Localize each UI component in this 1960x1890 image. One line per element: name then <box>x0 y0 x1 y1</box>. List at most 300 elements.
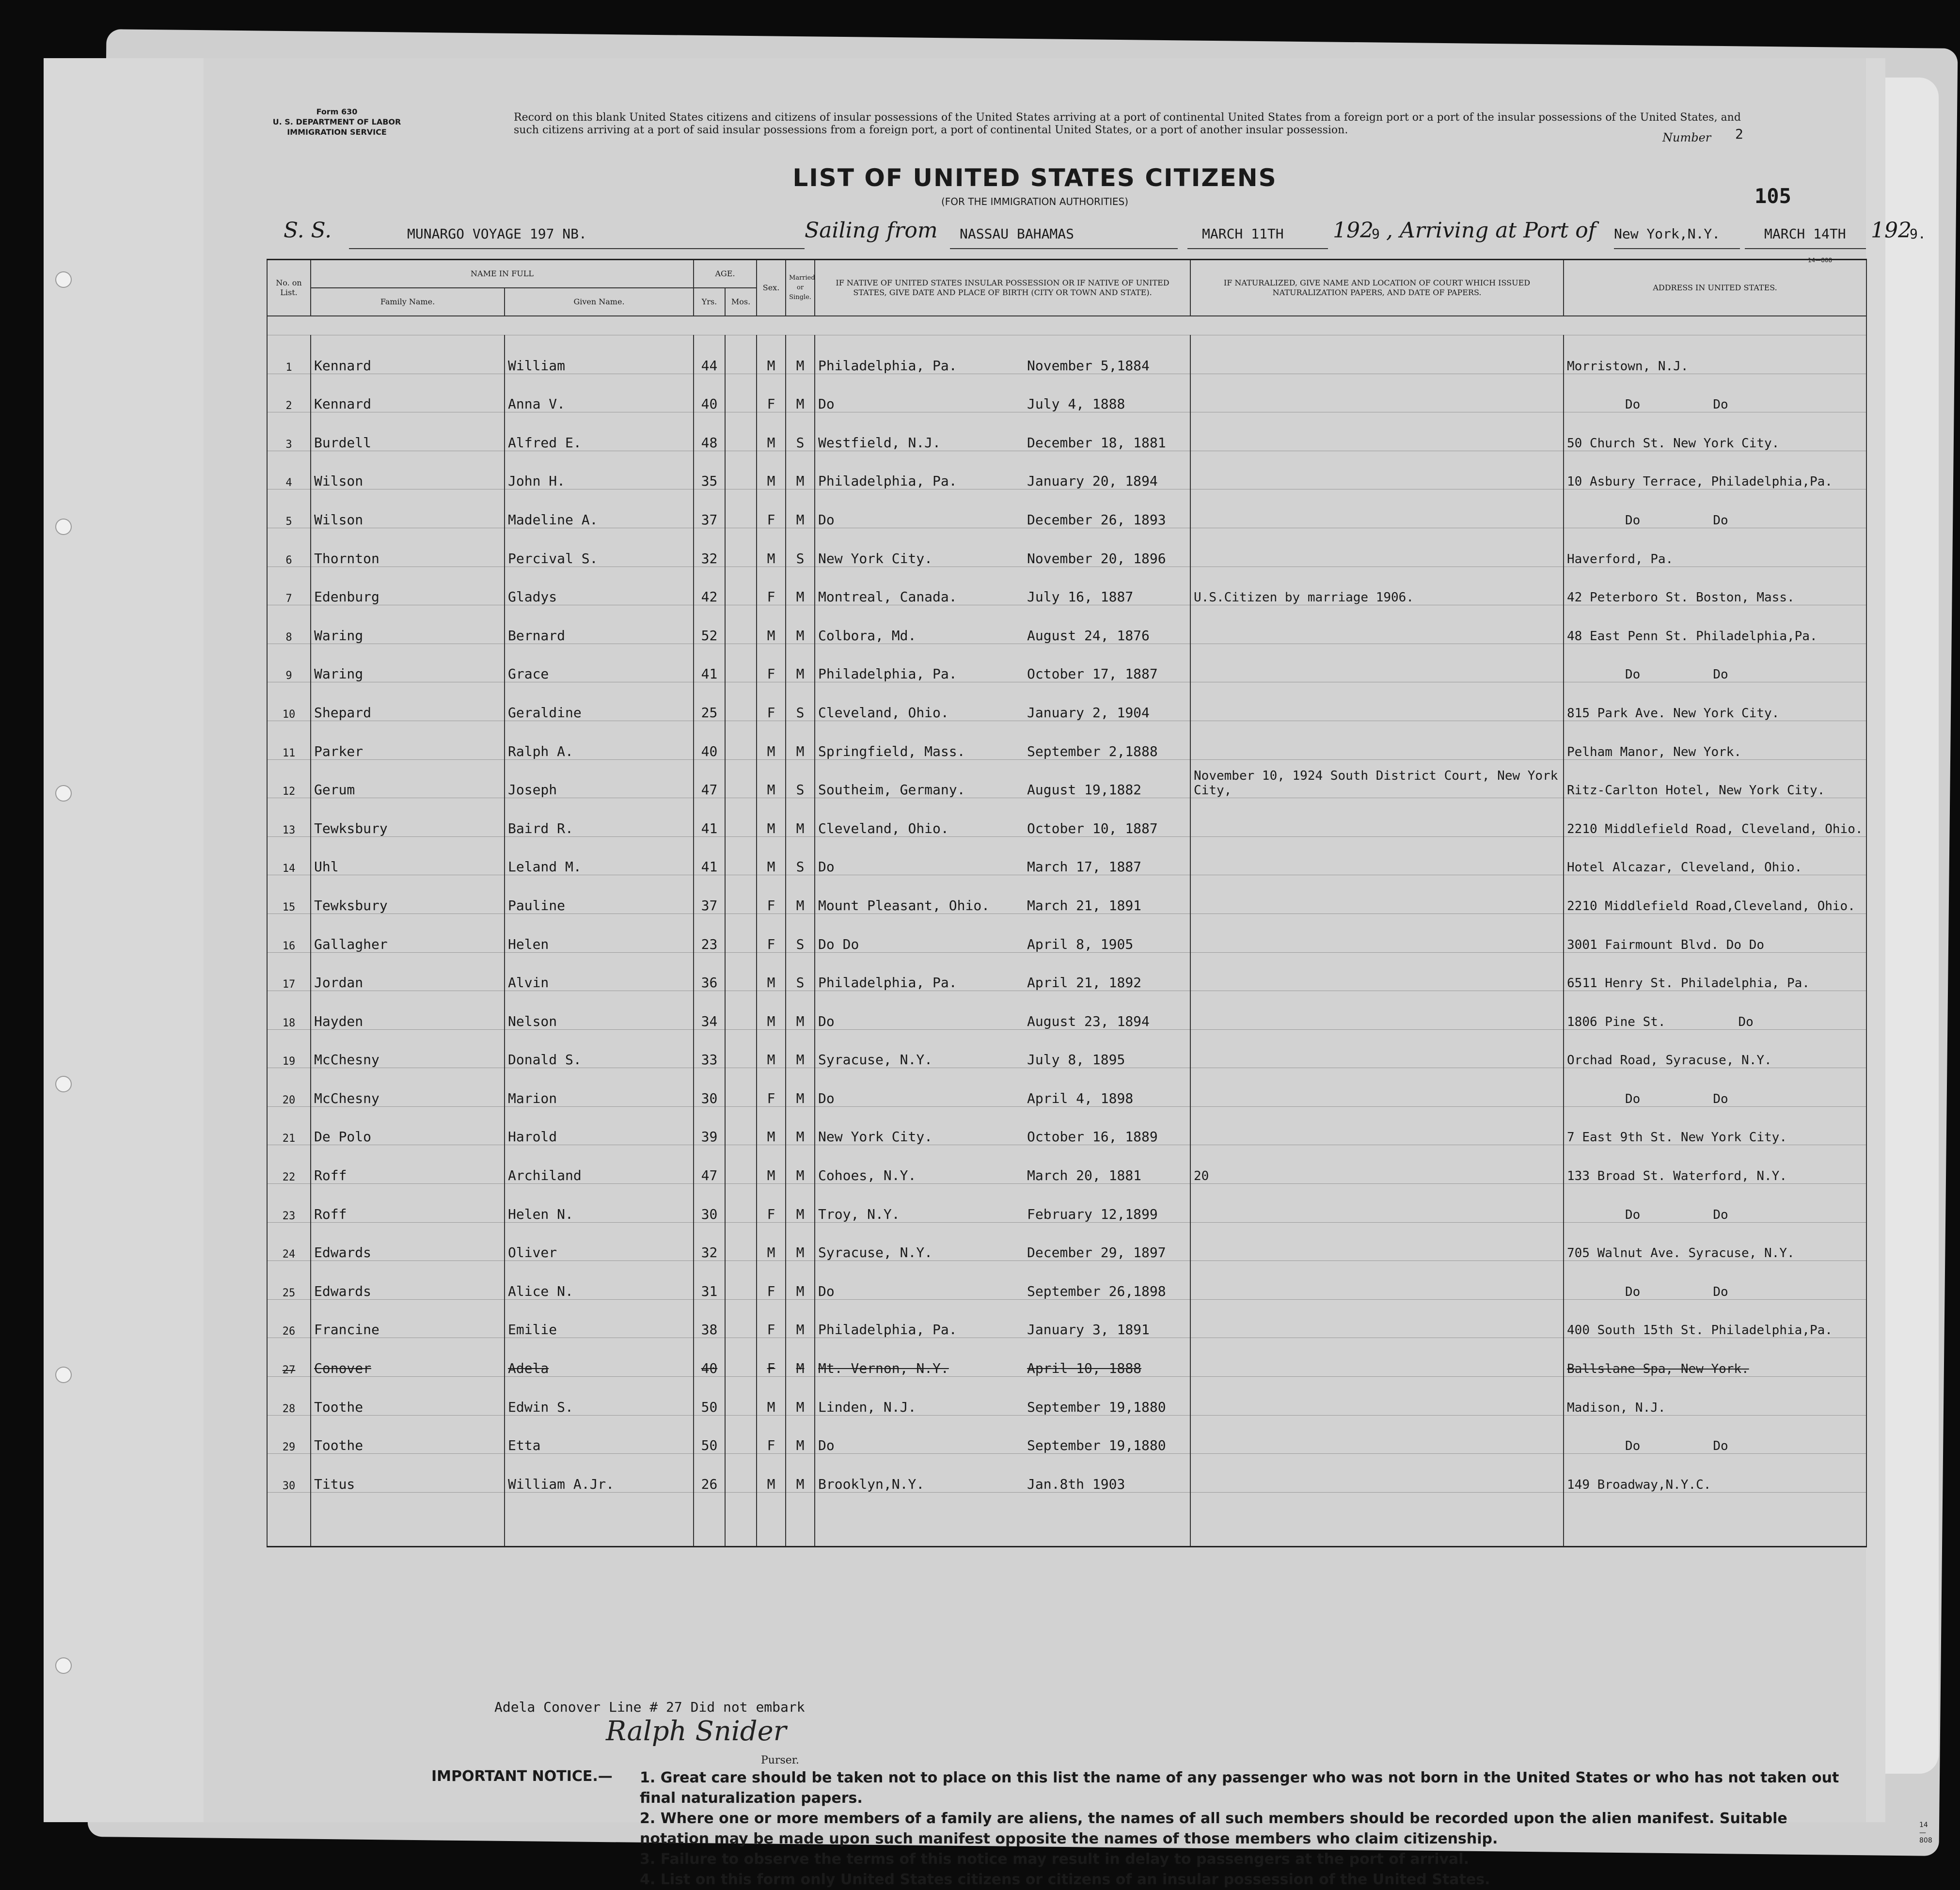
sex-text: F <box>767 511 775 528</box>
given-name <box>505 1068 694 1107</box>
address-ditto: Do <box>1713 1091 1728 1106</box>
row-number <box>267 836 311 875</box>
birth-cell <box>815 1106 1190 1145</box>
arriving-year-prefix: 192 <box>1871 218 1912 243</box>
address-cell <box>1564 335 1866 374</box>
table-row <box>267 1338 1866 1377</box>
age-years <box>694 489 725 528</box>
birth-place: Philadelphia, Pa. <box>818 666 957 682</box>
family-name <box>311 1068 505 1107</box>
marital-status-text: S <box>796 975 805 991</box>
address-line: Madison, N.J. <box>1567 1400 1666 1415</box>
given-name-text: Percival S. <box>508 550 598 567</box>
family-name <box>311 489 505 528</box>
birth-cell <box>815 374 1190 412</box>
row-number-text: 19 <box>282 1055 296 1068</box>
naturalization <box>1190 644 1564 682</box>
marital-status <box>786 991 815 1030</box>
sex-text: M <box>767 743 775 759</box>
marital-status-text: S <box>796 434 805 451</box>
given-name-text: Baird R. <box>508 820 573 836</box>
family-name <box>311 567 505 605</box>
address-line: 815 Park Ave. New York City. <box>1567 706 1780 721</box>
manifest-page <box>44 58 1932 1888</box>
row-number <box>267 1222 311 1261</box>
birth-place: Colbora, Md. <box>818 627 917 644</box>
family-name <box>311 1029 505 1068</box>
birth-date: January 2, 1904 <box>1027 704 1150 721</box>
age-months <box>725 1261 757 1300</box>
sex <box>757 991 786 1030</box>
address-cell <box>1564 1184 1866 1223</box>
birth-cell <box>815 759 1190 798</box>
naturalization <box>1190 1415 1564 1454</box>
naturalization <box>1190 875 1564 914</box>
naturalization-text: U.S.Citizen by marriage 1906. <box>1194 590 1414 605</box>
table-row <box>267 1184 1866 1223</box>
age-years-text: 26 <box>701 1476 718 1492</box>
birth-date: March 17, 1887 <box>1027 859 1142 875</box>
age-years-text: 36 <box>701 975 718 991</box>
row-number-text: 27 <box>282 1364 296 1377</box>
arriving-date: MARCH 14TH <box>1764 226 1846 242</box>
table-row <box>267 1261 1866 1300</box>
family-name-text: Shepard <box>314 704 372 721</box>
naturalization <box>1190 1261 1564 1300</box>
blank-cell <box>1564 1492 1866 1546</box>
row-number <box>267 1299 311 1338</box>
binder-hole <box>55 519 72 535</box>
row-number-text: 17 <box>282 978 296 991</box>
birth-place: Mount Pleasant, Ohio. <box>818 897 990 914</box>
table-row <box>267 567 1866 605</box>
address-cell <box>1564 1222 1866 1261</box>
page-number: 105 <box>1755 184 1791 208</box>
birth-place: Cleveland, Ohio. <box>818 820 949 836</box>
sex-text: M <box>767 473 775 489</box>
given-name <box>505 1261 694 1300</box>
table-row <box>267 374 1866 412</box>
birth-date: September 26,1898 <box>1027 1283 1166 1299</box>
marital-status-text: M <box>796 666 805 682</box>
sex-text: F <box>767 936 775 952</box>
address-cell <box>1564 1454 1866 1493</box>
family-name <box>311 836 505 875</box>
sex <box>757 1068 786 1107</box>
birth-cell <box>815 682 1190 721</box>
table-row <box>267 644 1866 682</box>
age-years-text: 41 <box>701 666 718 682</box>
sex <box>757 1261 786 1300</box>
row-number-text: 24 <box>282 1248 296 1261</box>
row-number <box>267 644 311 682</box>
birth-cell <box>815 952 1190 991</box>
marital-status <box>786 1145 815 1184</box>
birth-cell <box>815 1145 1190 1184</box>
age-years-text: 38 <box>701 1322 718 1338</box>
given-name <box>505 1415 694 1454</box>
birth-cell <box>815 914 1190 952</box>
given-name-text: Helen N. <box>508 1206 573 1222</box>
sex <box>757 644 786 682</box>
given-name-text: Madeline A. <box>508 511 598 528</box>
given-name-text: Emilie <box>508 1322 557 1338</box>
sex <box>757 1029 786 1068</box>
sex-text: F <box>767 704 775 721</box>
row-number-text: 12 <box>282 786 296 798</box>
row-number-text: 11 <box>282 747 296 759</box>
age-months <box>725 952 757 991</box>
table-row <box>267 914 1866 952</box>
family-name <box>311 1377 505 1416</box>
binder-hole <box>55 271 72 288</box>
sailing-label: Sailing from <box>805 218 938 243</box>
given-name <box>505 489 694 528</box>
given-name <box>505 836 694 875</box>
purser-signature: Ralph Snider <box>606 1716 787 1747</box>
marital-status <box>786 374 815 412</box>
marital-status <box>786 1106 815 1145</box>
given-name <box>505 798 694 837</box>
age-years-text: 48 <box>701 434 718 451</box>
family-name-text: Waring <box>314 666 364 682</box>
birth-date: July 8, 1895 <box>1027 1052 1125 1068</box>
birth-cell <box>815 1222 1190 1261</box>
family-name-text: Waring <box>314 627 364 644</box>
page-subtitle: (FOR THE IMMIGRATION AUTHORITIES) <box>941 196 1129 207</box>
address-cell <box>1564 682 1866 721</box>
age-years <box>694 1415 725 1454</box>
address-line: 400 South 15th St. Philadelphia,Pa. <box>1567 1323 1833 1338</box>
row-number-text: 23 <box>282 1210 296 1222</box>
birth-cell <box>815 528 1190 567</box>
birth-place: New York City. <box>818 1129 933 1145</box>
address-cell <box>1564 914 1866 952</box>
birth-cell <box>815 1299 1190 1338</box>
row-number-text: 28 <box>282 1402 296 1415</box>
table-row <box>267 528 1866 567</box>
form-code: 14—808 <box>1919 1821 1932 1844</box>
birth-date: September 19,1880 <box>1027 1437 1166 1454</box>
birth-date: July 4, 1888 <box>1027 396 1125 412</box>
sex-text: F <box>767 1437 775 1454</box>
birth-place: Philadelphia, Pa. <box>818 473 957 489</box>
sex <box>757 1106 786 1145</box>
given-name-text: Leland M. <box>508 859 582 875</box>
birth-place: Cleveland, Ohio. <box>818 704 949 721</box>
birth-date: October 17, 1887 <box>1027 666 1158 682</box>
birth-date: July 16, 1887 <box>1027 589 1134 605</box>
table-row <box>267 1029 1866 1068</box>
marital-status-text: S <box>796 550 805 567</box>
birth-date: August 24, 1876 <box>1027 627 1150 644</box>
family-name-text: Wilson <box>314 473 364 489</box>
address-line: 7 East 9th St. New York City. <box>1567 1130 1787 1145</box>
number-value: 2 <box>1735 126 1743 142</box>
embark-note: Adela Conover Line # 27 Did not embark <box>494 1699 805 1715</box>
age-months <box>725 1299 757 1338</box>
given-name-text: William <box>508 357 566 374</box>
name-in-full-header: NAME IN FULL <box>311 260 694 288</box>
birth-date: April 10, 1888 <box>1027 1360 1142 1377</box>
sailing-year-prefix: 192 <box>1333 218 1374 243</box>
naturalization <box>1190 412 1564 451</box>
notice-label: IMPORTANT NOTICE.— <box>431 1768 613 1785</box>
sex-text: M <box>767 782 775 798</box>
table-row <box>267 1145 1866 1184</box>
marital-status <box>786 605 815 644</box>
birth-cell <box>815 335 1190 374</box>
marital-status-text: S <box>796 936 805 952</box>
given-name <box>505 991 694 1030</box>
arriving-underline <box>1614 248 1740 249</box>
family-name-text: Francine <box>314 1322 379 1338</box>
sailing-underline <box>950 248 1178 249</box>
family-name-text: Tewksbury <box>314 897 388 914</box>
birth-place: New York City. <box>818 550 933 567</box>
address-line: Do <box>1625 513 1641 528</box>
manifest-form <box>204 58 1932 1888</box>
address-line: Ballslane Spa, New York. <box>1567 1362 1749 1377</box>
address-ditto: Do <box>1713 1284 1728 1299</box>
family-name <box>311 1184 505 1223</box>
sex <box>757 1377 786 1416</box>
ship-underline <box>349 248 805 249</box>
sex <box>757 1415 786 1454</box>
given-name <box>505 1377 694 1416</box>
binder-hole <box>55 1657 72 1674</box>
record-instructions: Record on this blank United States citizens and citizens of insular possessions of the United States arriving at a port of continental United States from a foreign port or a port of the insular possessions of the United States, and such citizens arriving at a port of said insular possessions from a foreign port, a port of continental United States, or a port of another insular possession. <box>514 111 1741 136</box>
age-months <box>725 836 757 875</box>
given-name-text: Alvin <box>508 975 549 991</box>
age-months <box>725 644 757 682</box>
address-cell <box>1564 759 1866 798</box>
arriving-year: 9. <box>1910 226 1926 242</box>
given-name-text: Helen <box>508 936 549 952</box>
given-name <box>505 1299 694 1338</box>
naturalization <box>1190 1299 1564 1338</box>
age-months <box>725 1222 757 1261</box>
naturalization <box>1190 451 1564 489</box>
birth-cell <box>815 836 1190 875</box>
address-cell <box>1564 1377 1866 1416</box>
address-line: 10 Asbury Terrace, Philadelphia,Pa. <box>1567 474 1833 489</box>
sex <box>757 1299 786 1338</box>
naturalization <box>1190 1222 1564 1261</box>
row-number <box>267 759 311 798</box>
address-ditto: Do <box>1713 1439 1728 1454</box>
row-number-text: 3 <box>285 438 292 451</box>
birth-place: Syracuse, N.Y. <box>818 1244 933 1261</box>
given-name-text: Archiland <box>508 1167 582 1184</box>
number-label: Number <box>1662 131 1711 144</box>
sex <box>757 451 786 489</box>
sex-text: F <box>767 1360 775 1377</box>
table-row <box>267 1454 1866 1493</box>
given-name-text: Etta <box>508 1437 541 1454</box>
naturalization <box>1190 528 1564 567</box>
family-name <box>311 644 505 682</box>
row-number <box>267 451 311 489</box>
age-months <box>725 489 757 528</box>
naturalization <box>1190 798 1564 837</box>
address-line: 3001 Fairmount Blvd. Do Do <box>1567 937 1765 952</box>
birth-header: IF NATIVE OF UNITED STATES INSULAR POSSESSION OR IF NATIVE OF UNITED STATES, GIVE DATE AND PLACE OF BIRTH (CITY OR TOWN AND STATE). <box>815 260 1190 316</box>
birth-date: April 8, 1905 <box>1027 936 1134 952</box>
birth-place: Cohoes, N.Y. <box>818 1167 917 1184</box>
naturalization <box>1190 1454 1564 1493</box>
row-number <box>267 1029 311 1068</box>
marital-status <box>786 1068 815 1107</box>
age-years-text: 40 <box>701 1360 718 1377</box>
age-years-text: 44 <box>701 357 718 374</box>
table-row <box>267 1222 1866 1261</box>
row-number <box>267 335 311 374</box>
marital-status <box>786 914 815 952</box>
given-name <box>505 952 694 991</box>
sailing-date-underline <box>1187 248 1328 249</box>
marital-status-text: S <box>796 704 805 721</box>
address-line: Do <box>1625 1284 1641 1299</box>
birth-cell <box>815 1338 1190 1377</box>
sex-text: M <box>767 975 775 991</box>
address-ditto: Do <box>1713 1207 1728 1222</box>
given-name <box>505 1145 694 1184</box>
sex-text: F <box>767 666 775 682</box>
age-years-text: 42 <box>701 589 718 605</box>
marital-status-text: M <box>796 627 805 644</box>
binder-hole <box>55 785 72 802</box>
address-ditto: Do <box>1713 513 1728 528</box>
address-line: Ritz-Carlton Hotel, New York City. <box>1567 783 1825 798</box>
naturalization <box>1190 1377 1564 1416</box>
birth-date: April 4, 1898 <box>1027 1090 1134 1106</box>
age-years-text: 40 <box>701 396 718 412</box>
given-name-text: Grace <box>508 666 549 682</box>
address-cell <box>1564 605 1866 644</box>
family-name <box>311 759 505 798</box>
family-name-text: Gallagher <box>314 936 388 952</box>
age-months <box>725 1415 757 1454</box>
ss-label: S. S. <box>284 218 332 243</box>
age-months <box>725 1377 757 1416</box>
notice-item: 1. Great care should be taken not to place on this list the name of any passenger who was not born in the United States or who has not taken out final naturalization papers. <box>640 1769 1839 1807</box>
row-number <box>267 1068 311 1107</box>
age-years <box>694 335 725 374</box>
address-line: Do <box>1625 397 1641 412</box>
form-number: Form 630 <box>316 107 358 116</box>
birth-cell <box>815 875 1190 914</box>
marital-status <box>786 1029 815 1068</box>
age-years-text: 25 <box>701 704 718 721</box>
sailing-from: NASSAU BAHAMAS <box>960 226 1075 242</box>
service: IMMIGRATION SERVICE <box>287 127 387 137</box>
family-name <box>311 1338 505 1377</box>
row-number-text: 5 <box>285 515 292 528</box>
row-number-text: 8 <box>285 631 292 644</box>
birth-place: Do <box>818 511 835 528</box>
age-years-text: 30 <box>701 1090 718 1106</box>
family-name-text: Roff <box>314 1167 347 1184</box>
address-line: Pelham Manor, New York. <box>1567 744 1742 759</box>
sex-text: M <box>767 434 775 451</box>
marital-status <box>786 1184 815 1223</box>
printer-code: 14—808 <box>1808 257 1833 264</box>
age-years-text: 23 <box>701 936 718 952</box>
address-cell <box>1564 991 1866 1030</box>
marital-status-text: M <box>796 1129 805 1145</box>
age-years-text: 33 <box>701 1052 718 1068</box>
row-number <box>267 1454 311 1493</box>
marital-status <box>786 412 815 451</box>
ship-name: MUNARGO VOYAGE 197 NB. <box>407 226 587 242</box>
marital-status <box>786 721 815 759</box>
address-line: 2210 Middlefield Road,Cleveland, Ohio. <box>1567 898 1855 914</box>
birth-cell <box>815 991 1190 1030</box>
passenger-table <box>267 259 1867 1547</box>
birth-cell <box>815 1415 1190 1454</box>
age-years <box>694 759 725 798</box>
row-number-text: 30 <box>282 1480 296 1492</box>
sex <box>757 952 786 991</box>
sex <box>757 528 786 567</box>
birth-date: August 19,1882 <box>1027 782 1142 798</box>
age-months <box>725 798 757 837</box>
birth-place: Do <box>818 396 835 412</box>
given-name <box>505 374 694 412</box>
family-name <box>311 451 505 489</box>
blank-cell <box>815 1492 1190 1546</box>
marital-status-text: M <box>796 897 805 914</box>
row-number <box>267 1145 311 1184</box>
birth-cell <box>815 412 1190 451</box>
birth-place: Do <box>818 1090 835 1106</box>
given-name-text: Oliver <box>508 1244 557 1261</box>
page-title: LIST OF UNITED STATES CITIZENS <box>792 164 1277 192</box>
family-name <box>311 682 505 721</box>
family-name-text: Toothe <box>314 1399 364 1415</box>
address-cell <box>1564 374 1866 412</box>
age-years-text: 37 <box>701 897 718 914</box>
given-name <box>505 451 694 489</box>
given-name <box>505 1454 694 1493</box>
row-number <box>267 528 311 567</box>
binder-hole <box>55 1367 72 1383</box>
family-name <box>311 1415 505 1454</box>
family-name <box>311 721 505 759</box>
birth-cell <box>815 1261 1190 1300</box>
sex-text: M <box>767 550 775 567</box>
naturalization <box>1190 952 1564 991</box>
row-number-text: 22 <box>282 1171 296 1184</box>
table-row <box>267 605 1866 644</box>
sex <box>757 335 786 374</box>
given-name <box>505 875 694 914</box>
naturalization <box>1190 335 1564 374</box>
birth-date: April 21, 1892 <box>1027 975 1142 991</box>
sex <box>757 605 786 644</box>
age-years <box>694 1145 725 1184</box>
marital-status-text: M <box>796 1360 805 1377</box>
family-name-text: Uhl <box>314 859 339 875</box>
sailing-date: MARCH 11TH <box>1202 226 1284 242</box>
given-name <box>505 682 694 721</box>
given-name <box>505 644 694 682</box>
given-name <box>505 721 694 759</box>
given-name-text: Joseph <box>508 782 557 798</box>
sex <box>757 914 786 952</box>
marital-status-text: M <box>796 511 805 528</box>
